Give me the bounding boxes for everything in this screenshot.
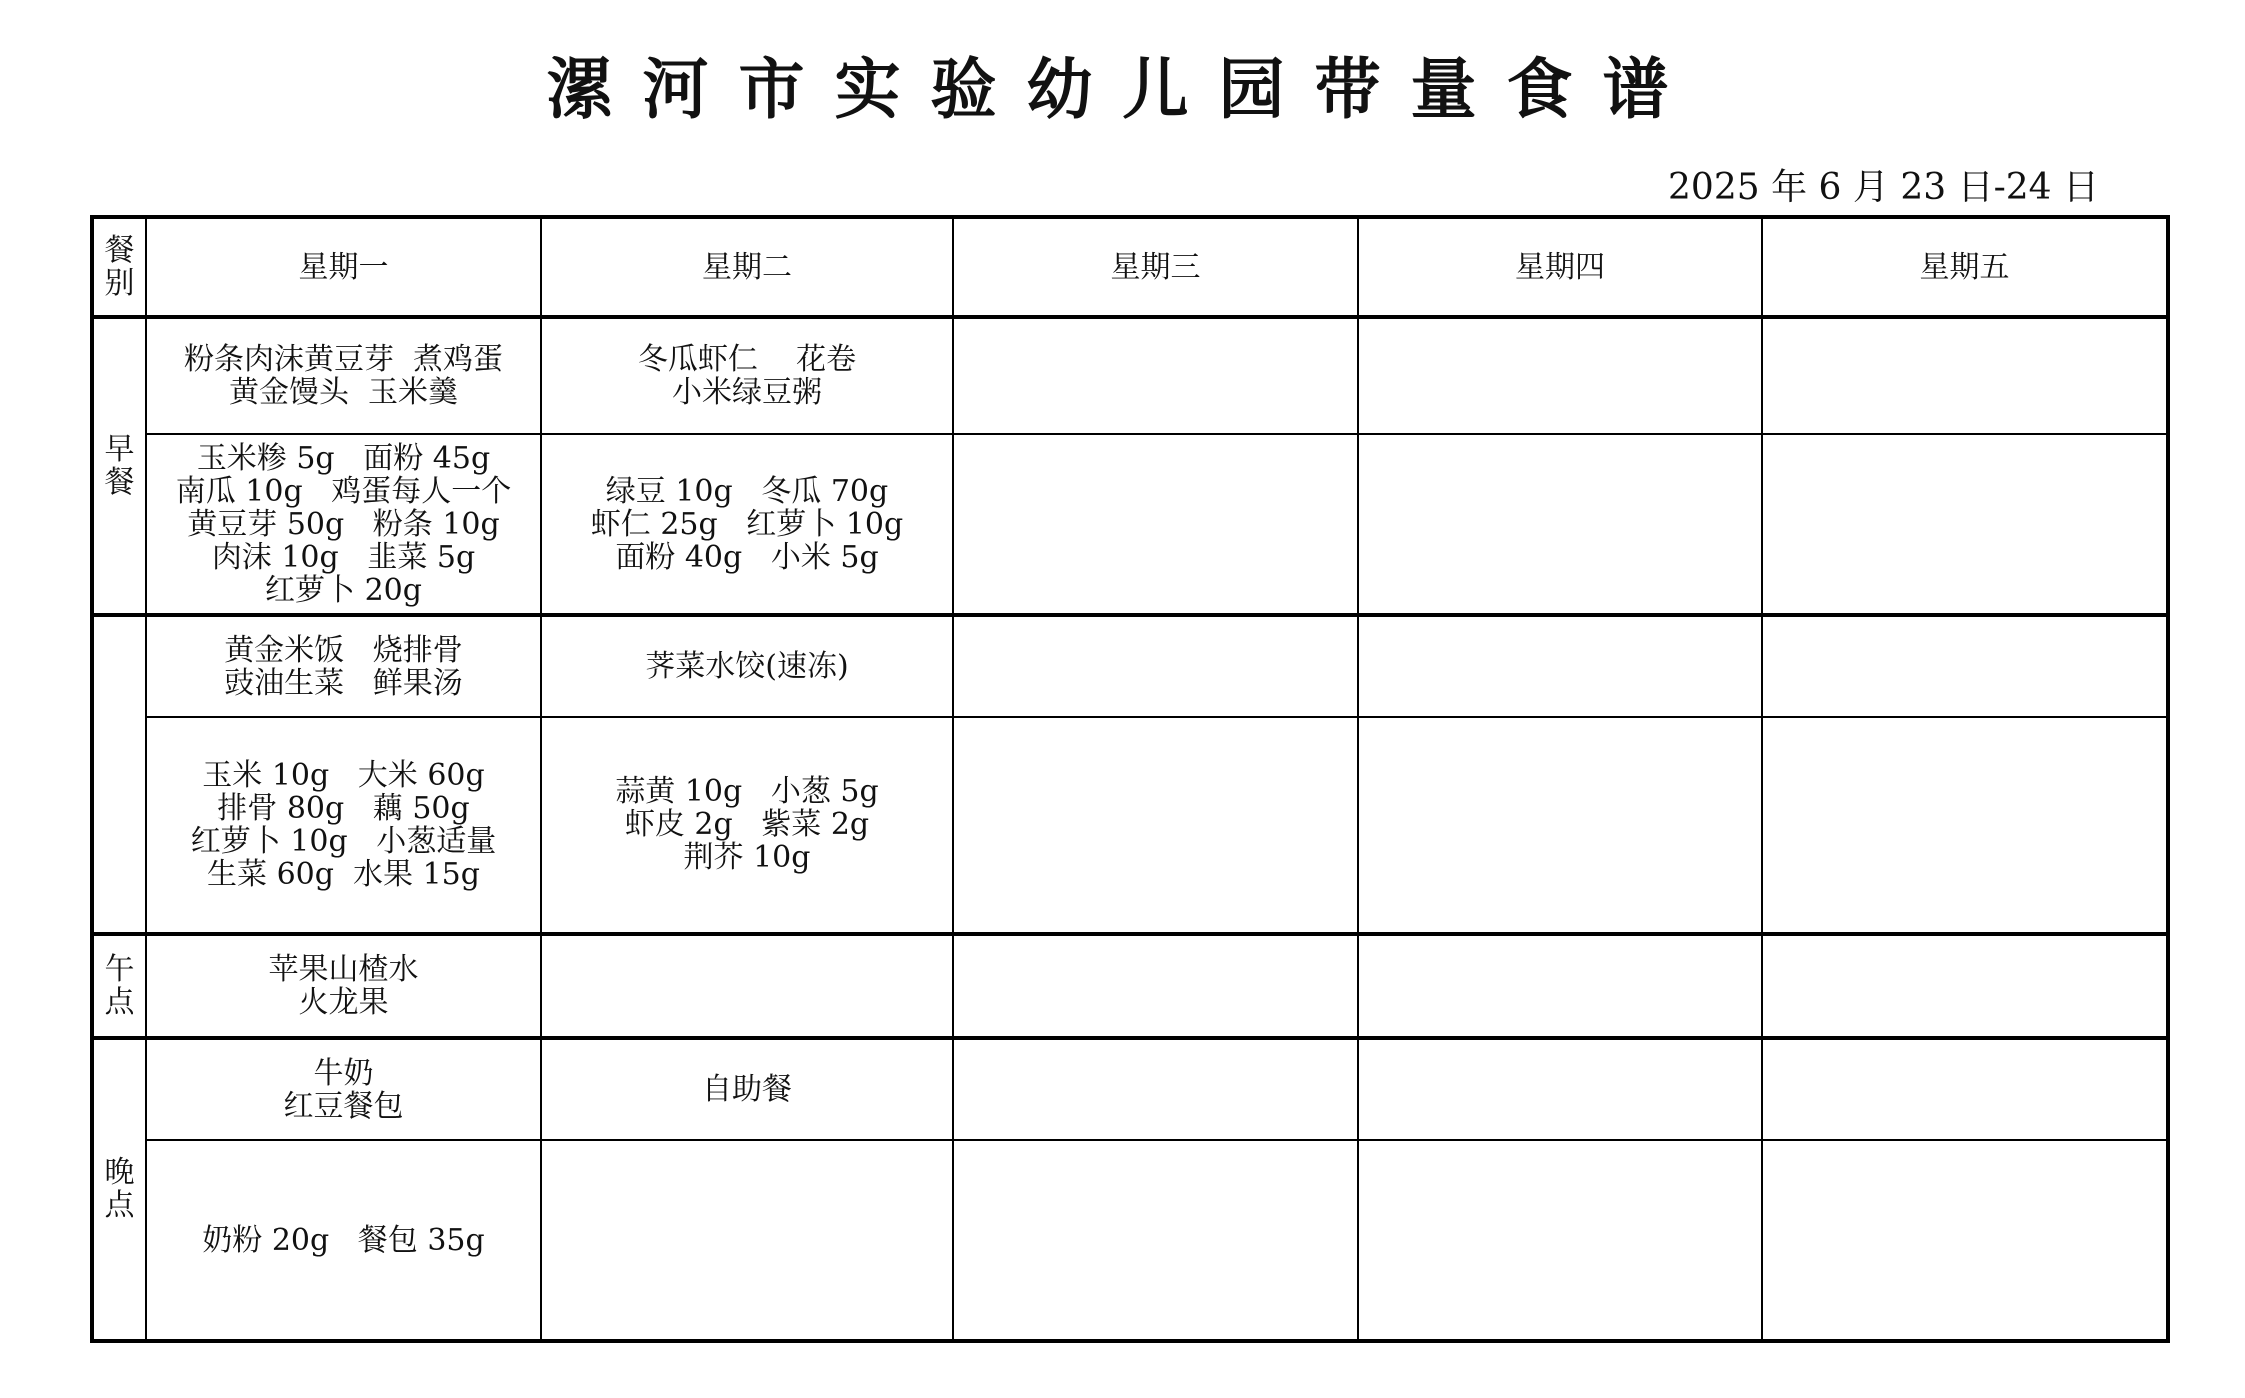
day-header-tue: 星期二 [541,217,953,317]
dinner-dishes-row [92,1038,2168,1140]
lunch-amounts-wed [953,717,1358,934]
dinner-amounts-tue [541,1140,953,1341]
breakfast-dishes-row [92,317,2168,433]
lunch-dishes-wed [953,615,1358,716]
lunch-amounts-row [92,717,2168,934]
lunch-amounts-thu [1358,717,1762,934]
day-header-mon: 星期一 [146,217,541,317]
dinner-dishes-fri [1762,1038,2168,1140]
snack-dishes-thu [1358,934,1762,1038]
snack-dishes-tue [541,934,953,1038]
snack-row [92,934,2168,1038]
day-header-thu: 星期四 [1358,217,1762,317]
lunch-label [92,615,146,933]
day-header-wed: 星期三 [953,217,1358,317]
breakfast-dishes-mon: 粉条肉沫黄豆芽 煮鸡蛋 黄金馒头 玉米羹 [146,317,541,433]
breakfast-dishes-wed [953,317,1358,433]
lunch-dishes-row [92,615,2168,716]
dinner-dishes-tue: 自助餐 [541,1038,953,1140]
lunch-amounts-fri [1762,717,2168,934]
snack-dishes-wed [953,934,1358,1038]
day-header-fri: 星期五 [1762,217,2168,317]
breakfast-dishes-tue: 冬瓜虾仁 花卷 小米绿豆粥 [541,317,953,433]
lunch-amounts-tue: 蒜黄 10g 小葱 5g 虾皮 2g 紫菜 2g 荆芥 10g [541,717,953,934]
menu-table [90,215,2170,1343]
snack-dishes-fri [1762,934,2168,1038]
breakfast-amounts-thu [1358,434,1762,616]
lunch-dishes-fri [1762,615,2168,716]
dinner-dishes-mon: 牛奶 红豆餐包 [146,1038,541,1140]
dinner-amounts-thu [1358,1140,1762,1341]
breakfast-dishes-thu [1358,317,1762,433]
dinner-dishes-wed [953,1038,1358,1140]
snack-label: 午 点 [92,934,146,1038]
table-header-row [92,217,2168,317]
dinner-amounts-wed [953,1140,1358,1341]
category-header: 餐 别 [92,217,146,317]
dinner-dishes-thu [1358,1038,1762,1140]
lunch-dishes-mon: 黄金米饭 烧排骨 豉油生菜 鲜果汤 [146,615,541,716]
lunch-amounts-mon: 玉米 10g 大米 60g 排骨 80g 藕 50g 红萝卜 10g 小葱适量 生菜 60g 水果 15g [146,717,541,934]
breakfast-amounts-tue: 绿豆 10g 冬瓜 70g 虾仁 25g 红萝卜 10g 面粉 40g 小米 5g [541,434,953,616]
dinner-amounts-mon: 奶粉 20g 餐包 35g [146,1140,541,1341]
dinner-amounts-row [92,1140,2168,1341]
breakfast-amounts-wed [953,434,1358,616]
page-title: 漯河市实验幼儿园带量食谱 [546,50,1699,128]
dinner-label: 晚 点 [92,1038,146,1341]
lunch-dishes-tue: 荠菜水饺(速冻) [541,615,953,716]
date-range: 2025 年 6 月 23 日-24 日 [1668,167,2099,208]
snack-dishes-mon: 苹果山楂水 火龙果 [146,934,541,1038]
breakfast-amounts-fri [1762,434,2168,616]
breakfast-amounts-mon: 玉米糁 5g 面粉 45g 南瓜 10g 鸡蛋每人一个 黄豆芽 50g 粉条 10g 肉沫 10g 韭菜 5g 红萝卜 20g [146,434,541,616]
breakfast-dishes-fri [1762,317,2168,433]
breakfast-label: 早 餐 [92,317,146,615]
breakfast-amounts-row [92,434,2168,616]
lunch-dishes-thu [1358,615,1762,716]
dinner-amounts-fri [1762,1140,2168,1341]
